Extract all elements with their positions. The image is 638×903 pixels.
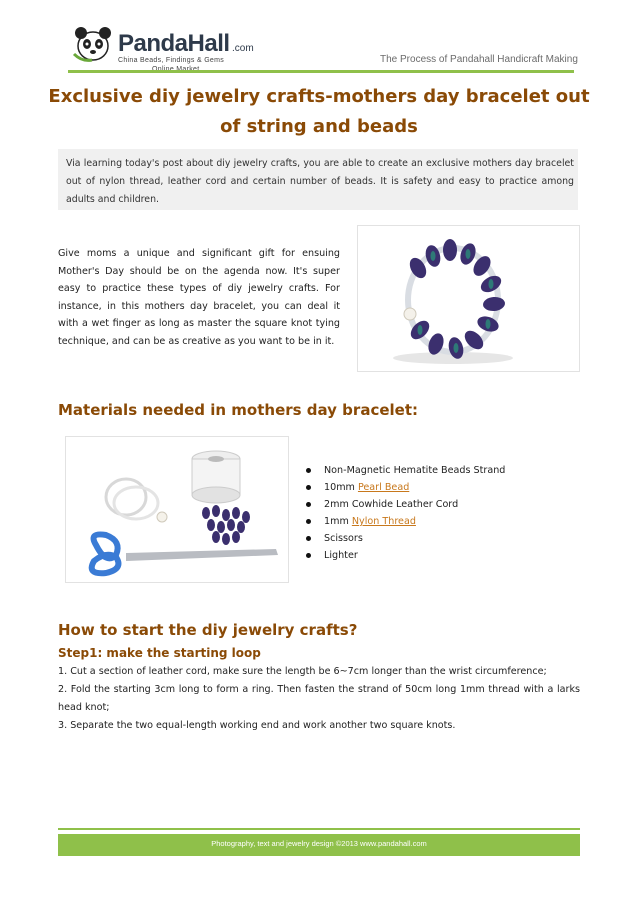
bullet-icon bbox=[306, 485, 311, 490]
bracelet-photo bbox=[357, 225, 580, 372]
pearl-bead-link[interactable]: Pearl Bead bbox=[357, 482, 410, 493]
bullet-icon bbox=[306, 468, 311, 473]
footer-credit: Photography, text and jewelry design ©2013 www.pandahall.com bbox=[211, 839, 427, 848]
intro-text: Via learning today's post about diy jewelry crafts, you are able to create an exclusive mothers day bracelet out of nylon thread, leather cord and certain number of beads. It is safety and easy to practice among adults and children. bbox=[66, 158, 574, 205]
nylon-thread-link[interactable]: Nylon Thread bbox=[351, 516, 416, 527]
bullet-icon bbox=[306, 519, 311, 524]
materials-list bbox=[306, 462, 505, 564]
list-item: Non-Magnetic Hematite Beads Strand bbox=[306, 462, 505, 479]
bullet-icon bbox=[306, 536, 311, 541]
list-item: 10mm Pearl Bead bbox=[306, 479, 505, 496]
materials-photo bbox=[65, 436, 289, 583]
body-paragraph: Give moms a unique and significant gift for ensuing Mother's Day should be on the agenda now. It's super easy to practice these types of diy jewelry crafts. For instance, in this mothers day bracelet, you can deal it with a wet finger as long as master the square knot tying technique, and can be as creative as you want to be in it. bbox=[58, 248, 340, 347]
page-title: Exclusive diy jewelry crafts-mothers day bracelet out of string and beads bbox=[48, 86, 590, 137]
header-divider bbox=[68, 70, 574, 73]
brand-tld: .com bbox=[232, 43, 254, 54]
steps-block bbox=[58, 663, 580, 735]
step-title: Step1: make the starting loop bbox=[58, 646, 261, 660]
materials-heading: Materials needed in mothers day bracelet: bbox=[58, 401, 418, 419]
list-item: 1mm Nylon Thread bbox=[306, 513, 505, 530]
list-item: Scissors bbox=[306, 530, 505, 547]
list-item: Lighter bbox=[306, 547, 505, 564]
footer-divider bbox=[58, 828, 580, 830]
bullet-icon bbox=[306, 502, 311, 507]
brand-name: PandaHall bbox=[118, 30, 230, 57]
header-tagline: The Process of Pandahall Handicraft Making bbox=[380, 54, 578, 65]
step-text: 3. Separate the two equal-length working end and work another two square knots. bbox=[58, 720, 456, 731]
step-text: 2. Fold the starting 3cm long to form a ring. Then fasten the strand of 50cm long 1mm thread with a larks head knot; bbox=[58, 684, 580, 713]
bullet-icon bbox=[306, 553, 311, 558]
brand-subtitle: China Beads, Findings & Gems bbox=[118, 57, 225, 64]
step-text: 1. Cut a section of leather cord, make sure the length be 6~7cm longer than the wrist circumference; bbox=[58, 666, 547, 677]
list-item: 2mm Cowhide Leather Cord bbox=[306, 496, 505, 513]
howto-heading: How to start the diy jewelry crafts? bbox=[58, 621, 358, 639]
panda-logo-icon bbox=[72, 24, 114, 64]
